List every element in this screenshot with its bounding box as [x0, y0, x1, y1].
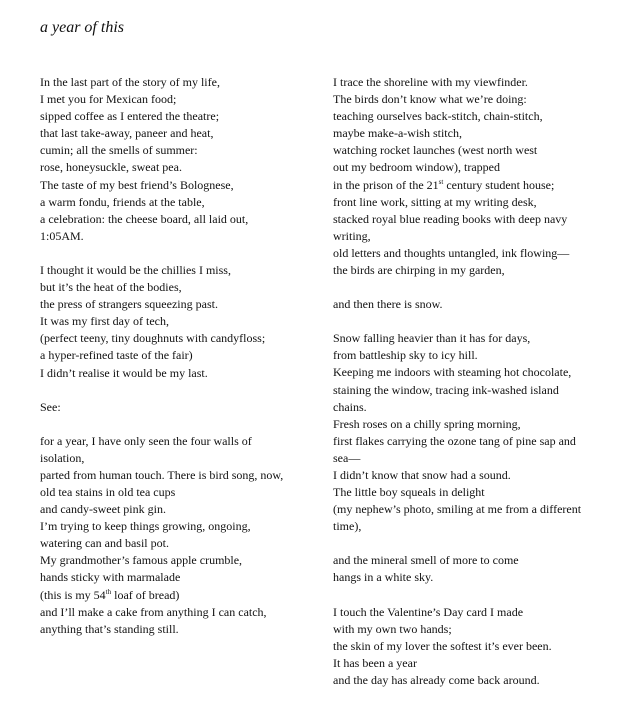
poem-line: anything that’s standing still. [40, 621, 179, 636]
poem-line: The little boy squeals in delight [333, 485, 485, 500]
poem-line: I didn’t know that snow had a sound. [333, 467, 511, 482]
poem-line: time), [333, 519, 362, 534]
poem-line: In the last part of the story of my life, [40, 75, 220, 89]
poem-line: 1:05AM. [40, 228, 84, 243]
poem-line: See: [40, 399, 61, 414]
poem-line: staining the window, tracing ink-washed island [333, 382, 559, 397]
stanza [40, 433, 310, 638]
poem-line: with my own two hands; [333, 621, 452, 636]
poem-line: I didn’t realise it would be my last. [40, 365, 208, 380]
poem-line: I touch the Valentine’s Day card I made [333, 604, 524, 619]
poem-line: old letters and thoughts untangled, ink flowing— [333, 245, 570, 260]
poem-line: maybe make-a-wish stitch, [333, 126, 462, 141]
poem-line: I thought it would be the chillies I miss, [40, 262, 231, 277]
poem-line: I’m trying to keep things growing, ongoing, [40, 519, 251, 534]
poem-line: sea— [333, 450, 361, 465]
poem-line: I trace the shoreline with my viewfinder. [333, 75, 528, 89]
left-column [40, 74, 310, 655]
poem-line: a celebration: the cheese board, all laid out, [40, 211, 249, 226]
poem-line: first flakes carrying the ozone tang of pine sap and [333, 433, 576, 448]
stanza [333, 604, 615, 689]
poem-line: (this is my 54th loaf of bread) [40, 587, 180, 602]
poem-line: I met you for Mexican food; [40, 92, 177, 107]
poem-line: Fresh roses on a chilly spring morning, [333, 416, 521, 431]
poem-line: the skin of my lover the softest it’s ever been. [333, 638, 552, 653]
stanza [40, 74, 310, 245]
poem-line: a hyper-refined taste of the fair) [40, 348, 193, 363]
stanza [333, 552, 615, 586]
poem-line: in the prison of the 21st century student house; [333, 177, 555, 192]
poem-line: (my nephew’s photo, smiling at me from a different [333, 502, 582, 517]
poem-line: Keeping me indoors with steaming hot chocolate, [333, 365, 572, 380]
poem-line: the birds are chirping in my garden, [333, 263, 505, 278]
poem-line: The birds don’t know what we’re doing: [333, 92, 527, 107]
poem-line: and the mineral smell of more to come [333, 553, 519, 568]
poem-line: and then there is snow. [333, 297, 443, 312]
poem-line: the press of strangers squeezing past. [40, 297, 218, 312]
poem-line: cumin; all the smells of summer: [40, 143, 198, 158]
poem-line: (perfect teeny, tiny doughnuts with candyfloss; [40, 331, 266, 346]
poem-line: watching rocket launches (west north west [333, 143, 538, 158]
poem-line: but it’s the heat of the bodies, [40, 280, 182, 295]
poem-line: stacked royal blue reading books with deep navy [333, 211, 568, 226]
poem-line: and I’ll make a cake from anything I can catch, [40, 604, 267, 619]
poem-line: My grandmother’s famous apple crumble, [40, 553, 243, 568]
poem-line: chains. [333, 399, 367, 414]
poem-line: rose, honeysuckle, sweat pea. [40, 160, 182, 175]
poem-line: Snow falling heavier than it has for days, [333, 331, 531, 346]
stanza [40, 262, 310, 382]
poem-line: from battleship sky to icy hill. [333, 348, 478, 363]
poem-line: parted from human touch. There is bird song, now, [40, 467, 284, 482]
poem-line: writing, [333, 228, 371, 243]
stanza [333, 330, 615, 535]
stanza [333, 74, 615, 279]
poem-line: for a year, I have only seen the four walls of [40, 433, 252, 448]
right-column [333, 74, 615, 706]
poem-line: The taste of my best friend’s Bolognese, [40, 177, 234, 192]
poem-line: sipped coffee as I entered the theatre; [40, 109, 220, 124]
poem-line: out my bedroom window), trapped [333, 160, 500, 175]
poem-line: watering can and basil pot. [40, 536, 169, 551]
poem-line: and the day has already come back around. [333, 672, 540, 687]
poem-title: a year of this [40, 19, 124, 36]
poem-line: hangs in a white sky. [333, 570, 434, 585]
poem-line: hands sticky with marmalade [40, 570, 181, 585]
poem-line: It was my first day of tech, [40, 314, 169, 329]
poem-line: and candy-sweet pink gin. [40, 502, 166, 517]
poem-line: old tea stains in old tea cups [40, 484, 176, 499]
poem-line: that last take-away, paneer and heat, [40, 126, 214, 141]
stanza [40, 399, 310, 416]
poem-line: teaching ourselves back-stitch, chain-stitch, [333, 109, 543, 124]
stanza [333, 296, 615, 313]
poem-line: It has been a year [333, 655, 417, 670]
poem-line: a warm fondu, friends at the table, [40, 194, 205, 209]
poem-line: isolation, [40, 450, 85, 465]
poem-line: front line work, sitting at my writing desk, [333, 194, 537, 209]
